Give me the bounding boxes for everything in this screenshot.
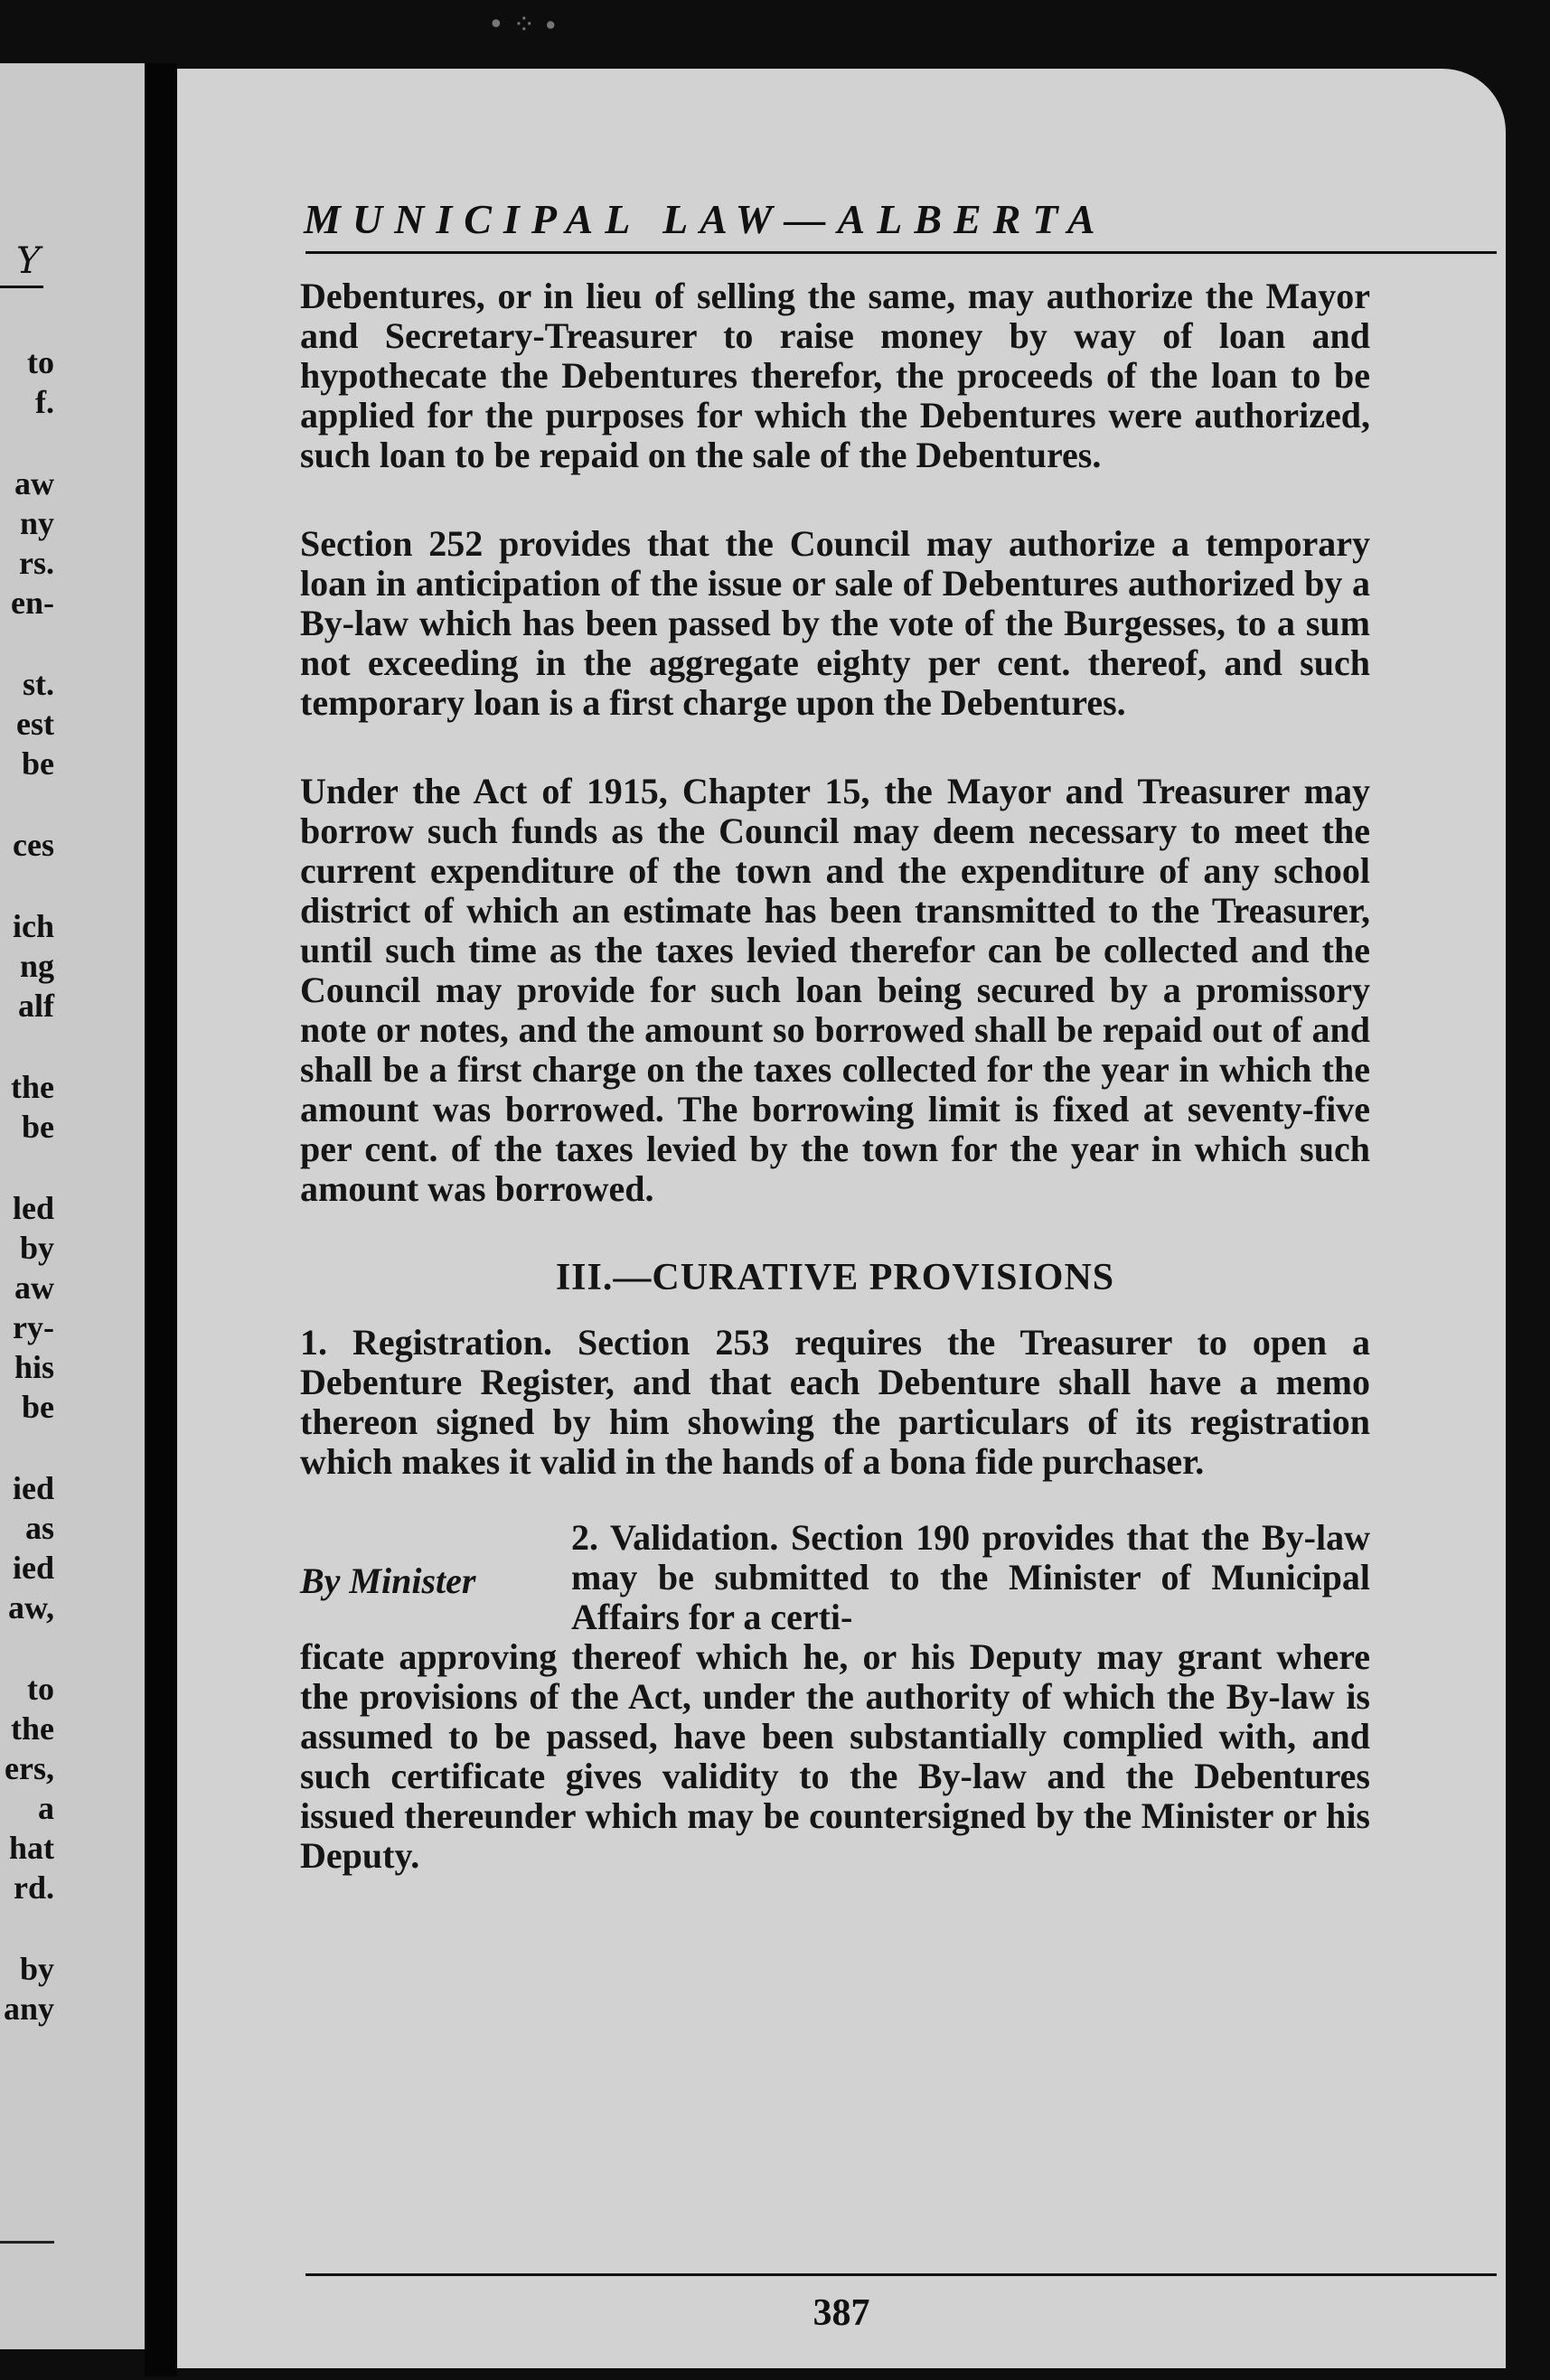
facing-page-fragment: rs. [19, 545, 54, 581]
running-head: MUNICIPAL LAW—ALBERTA [304, 196, 1107, 242]
registration-run-in: 1. Registration. [300, 1322, 553, 1363]
facing-page-fragment: his [14, 1349, 54, 1385]
validation-run-in: 2. Validation. [571, 1517, 779, 1558]
section-heading: III.—CURATIVE PROVISIONS [555, 1257, 1115, 1298]
scan-specks: • ⁘ ∙ [488, 9, 558, 41]
facing-page-header-fragment: Y [16, 240, 46, 282]
facing-page-fragment: the [11, 1069, 54, 1105]
facing-page-fragment: to [27, 1671, 54, 1707]
page-number: 387 [813, 2292, 870, 2334]
facing-page-fragment: to [27, 344, 54, 380]
registration-text: Section 253 requires the Treasurer to open a Debenture Register, and that each Debenture shall have a memo thereon signed by him showing the particulars of its registration which makes it valid in the hands of a bona fide purchaser. [300, 1322, 1371, 1482]
facing-page-fragment: ces [13, 827, 54, 863]
facing-page-fragment: hat [8, 1830, 54, 1866]
facing-page-footer-rule [0, 2241, 54, 2244]
facing-page-fragment: ng [19, 948, 54, 984]
paragraph-debentures-loan: Debentures, or in lieu of selling the same, may authorize the Mayor and Secretary-Treasurer to raise money by way of loan and hypothecate the Debentures therefor, the proceeds of the loan to be applied for the purposes for which the Debentures were authorized, such loan to be repaid on the sale of the Debentures. [300, 276, 1370, 475]
validation-section [300, 1518, 1370, 1876]
validation-indented-text: Section 190 provides that the By-law may be submitted to the Minister of Municipal Affairs for a certi- [571, 1517, 1370, 1637]
facing-page-fragment: alf [18, 988, 54, 1024]
facing-page-fragment: ied [12, 1470, 54, 1506]
validation-indented [571, 1518, 1370, 1637]
facing-page-fragment: be [22, 1389, 54, 1425]
facing-page-fragment: f. [35, 384, 54, 420]
facing-page-fragment: as [24, 1510, 54, 1546]
book-gutter [145, 63, 177, 2376]
facing-page-edge [0, 63, 145, 2349]
facing-page-fragment: led [12, 1190, 54, 1226]
header-rule [305, 251, 1497, 254]
facing-page-fragment: any [3, 1991, 54, 2027]
paragraph-section-252: Section 252 provides that the Council may authorize a temporary loan in anticipation of the issue or sale of Debentures authorized by a By-law which has been passed by the vote of the Burgesses, to a sum not exceeding in the aggregate eighty per cent. thereof, and such temporary loan is a first charge upon the Debentures. [300, 523, 1370, 723]
facing-page-fragment: a [38, 1790, 54, 1826]
facing-page-fragment: aw, [7, 1589, 54, 1626]
facing-page-fragment: be [22, 1109, 54, 1145]
facing-page-fragment: the [11, 1710, 54, 1747]
footer-rule [305, 2273, 1497, 2276]
paragraph-registration [300, 1323, 1370, 1482]
facing-page-fragment: be [22, 745, 54, 782]
facing-page-fragment: ich [12, 908, 54, 944]
facing-page-fragment: aw [14, 465, 54, 501]
facing-page-fragment: st. [23, 666, 54, 702]
margin-note: By Minister [300, 1560, 476, 1601]
facing-page-fragment: ny [19, 505, 54, 541]
facing-page-fragment: by [19, 1230, 54, 1266]
facing-page-fragment: aw [14, 1270, 54, 1306]
facing-page-fragment: est [16, 706, 54, 742]
facing-page-header-rule [0, 286, 43, 288]
facing-page-fragment: by [19, 1951, 54, 1987]
page-body [300, 276, 1370, 1876]
facing-page-fragment: en- [11, 585, 54, 621]
facing-page-fragment: rd. [14, 1869, 54, 1906]
validation-continued-text: ficate approving thereof which he, or his Deputy may grant where the provisions of the Act, under the authority of which the By-law is assumed to be passed, have been substantially complied with, and such certificate gives validity to the By-law and the Debentures issued thereunder which may be countersigned by the Minister or his Deputy. [300, 1636, 1370, 1876]
book-page [177, 69, 1506, 2368]
facing-page-fragment: ers, [5, 1750, 54, 1786]
facing-page-fragment: ied [12, 1550, 54, 1586]
paragraph-act-1915: Under the Act of 1915, Chapter 15, the Mayor and Treasurer may borrow such funds as the Council may deem necessary to meet the current expenditure of the town and the expenditure of any school district of which an estimate has been transmitted to the Treasurer, until such time as the taxes levied therefor can be collected and the Council may provide for such loan being secured by a promissory note or notes, and the amount so borrowed shall be repaid out of and shall be a first charge on the taxes collected for the year in which the amount was borrowed. The borrowing limit is fixed at seventy-five per cent. of the taxes levied by the town for the year in which such amount was borrowed. [300, 771, 1370, 1209]
facing-page-fragment: ry- [13, 1309, 54, 1345]
